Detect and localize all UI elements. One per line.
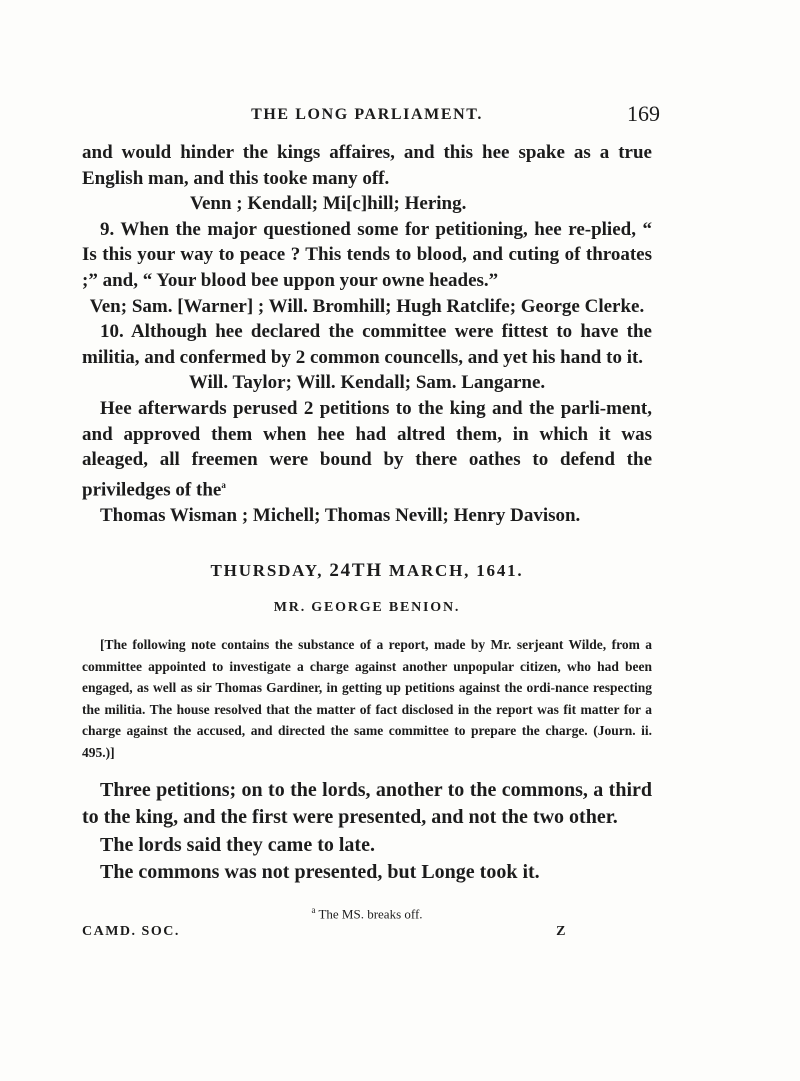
main-text-2 [82,777,652,887]
section-date-prefix: THURSDAY, [210,561,330,581]
section-date [82,560,652,582]
paragraph-text: Hee afterwards perused 2 petitions to the king and the parli-ment, and approved them when hee had altred them, in which it was aleaged, all freemen were bound by there oathes to defend the priviledges of the [82,397,652,501]
paragraph: 9. When the major questioned some for petitioning, hee re-plied, “ Is this your way to peace ? This tends to blood, and cuting of throates ;” and, “ Your blood bee uppon your owne heades.” [82,218,652,291]
paragraph: and would hinder the kings affaires, and this hee spake as a true English man, and this tooke many off. [82,142,652,189]
witness-list: Ven; Sam. [Warner] ; Will. Bromhill; Hugh Ratclife; George Clerke. [89,295,645,317]
paragraph: Three petitions; on to the lords, another to the commons, a third to the king, and the first were presented, and not the two other. [82,778,652,829]
footnote-text: The MS. breaks off. [315,906,423,922]
page [82,100,660,946]
main-text [82,140,652,528]
paragraph: 10. Although hee declared the committee were fittest to have the militia, and confermed by 2 common councells, and yet his hand to it. [82,321,652,368]
paragraph [82,396,652,503]
page-number: 169 [627,101,660,126]
page-footer [82,924,652,946]
witness-list: Will. Taylor; Will. Kendall; Sam. Langarne. [188,372,546,394]
page-header [82,100,660,130]
section-date-num: 24TH [329,560,383,582]
paragraph: The lords said they came to late. [100,833,375,856]
witness-list: Thomas Wisman ; Michell; Thomas Nevill; Henry Davison. [100,504,581,526]
footnote-mark: a [311,904,316,915]
signature-letter: Z [556,924,567,940]
footnote [82,905,652,922]
footnote-mark: a [221,479,226,490]
section-title: MR. GEORGE BENION. [273,600,461,616]
signature-mark: CAMD. SOC. [82,924,180,940]
section-date-suffix: MARCH, 1641. [382,561,524,581]
witness-list: Venn ; Kendall; Mi[c]hill; Hering. [190,193,467,215]
paragraph: The commons was not presented, but Longe took it. [100,861,540,884]
editorial-note: [The following note contains the substance of a report, made by Mr. serjeant Wilde, from a committee appointed to investigate a charge against another unpopular citizen, who had been engaged, as well as sir Thomas Gardiner, in getting up petitions against the ordi-nance respecting the militia. The house resolved that the matter of fact disclosed in the report was fit matter for a charge against the accused, and directed the same committee to prepare the charge. (Journ. ii. 495.)] [82,637,652,760]
running-title: THE LONG PARLIAMENT. [251,106,483,123]
